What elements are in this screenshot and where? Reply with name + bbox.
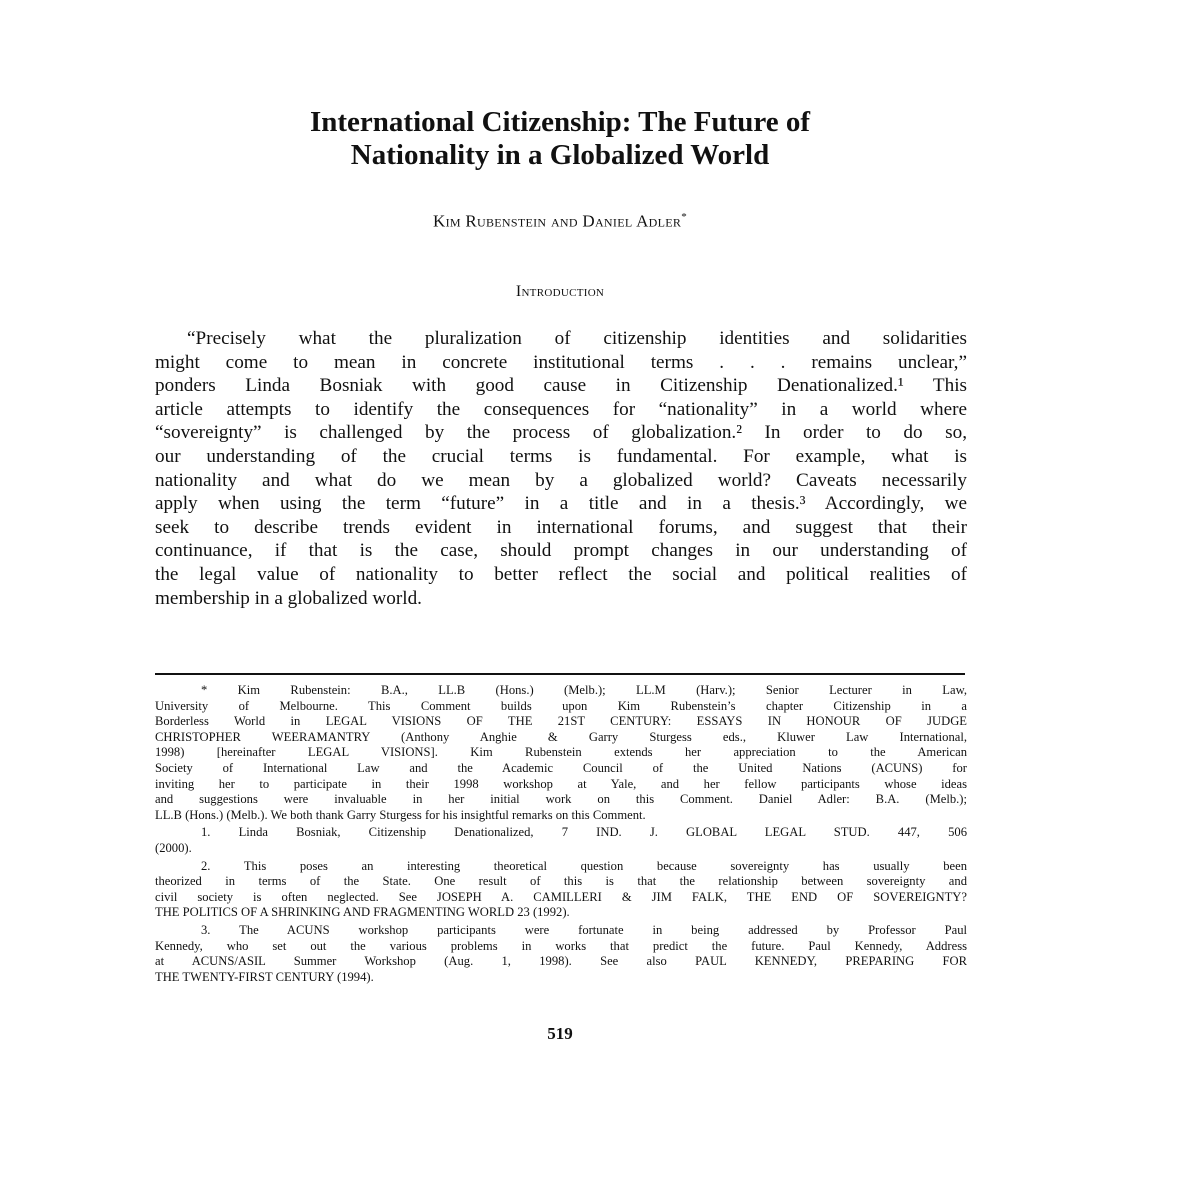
author-names: Kim Rubenstein and Daniel Adler: [433, 211, 682, 231]
paragraph-line: nationality and what do we mean by a globalized world? Caveats necessarily: [155, 469, 967, 491]
footnote-line: Society of International Law and the Academic Council of the United Nations (ACUNS) for: [155, 760, 967, 775]
footnote-line: and suggestions were invaluable in her initial work on this Comment. Daniel Adler: B.A. (Melb.);: [155, 792, 967, 807]
footnote-line: CHRISTOPHER WEERAMANTRY (Anthony Anghie & Garry Sturgess eds., Kluwer Law International,: [155, 729, 967, 744]
footnotes: [155, 683, 967, 987]
paragraph-line: apply when using the term “future” in a title and in a thesis.³ Accordingly, we: [155, 493, 967, 515]
paragraph-line: might come to mean in concrete institutional terms . . . remains unclear,”: [155, 351, 967, 373]
paragraph-line: ponders Linda Bosniak with good cause in Citizenship Denationalized.¹ This: [155, 375, 967, 397]
footnote-1: [155, 825, 967, 856]
footnote-line: 1998) [hereinafter LEGAL VISIONS]. Kim Rubenstein extends her appreciation to the American: [155, 745, 967, 760]
introduction-paragraph: [155, 327, 967, 610]
footnote-line: inviting her to participate in their 1998 workshop at Yale, and her fellow participants whose ideas: [155, 776, 967, 791]
section-heading: Introduction: [515, 283, 605, 300]
footnote-line: THE POLITICS OF A SHRINKING AND FRAGMENTING WORLD 23 (1992).: [155, 905, 570, 920]
paragraph-line: “sovereignty” is challenged by the process of globalization.² In order to do so,: [155, 422, 967, 444]
footnote-author: [155, 683, 967, 823]
author-byline: [150, 211, 970, 232]
footnote-line: THE TWENTY-FIRST CENTURY (1994).: [155, 969, 374, 984]
article-title: [150, 106, 970, 172]
footnote-line: LL.B (Hons.) (Melb.). We both thank Garry Sturgess for his insightful remarks on this Comment.: [155, 807, 646, 822]
footnote-line: 1. Linda Bosniak, Citizenship Denationalized, 7 IND. J. GLOBAL LEGAL STUD. 447, 506: [201, 825, 967, 840]
footnote-divider: [155, 673, 965, 675]
footnote-line: civil society is often neglected. See JOSEPH A. CAMILLERI & JIM FALK, THE END OF SOVEREIGNTY?: [155, 889, 967, 904]
footnote-line: Kennedy, who set out the various problems in works that predict the future. Paul Kennedy, Address: [155, 938, 967, 953]
paragraph-line: continuance, if that is the case, should prompt changes in our understanding of: [155, 540, 967, 562]
footnote-line: 2. This poses an interesting theoretical question because sovereignty has usually been: [201, 858, 967, 873]
paragraph-line: membership in a globalized world.: [155, 587, 422, 609]
author-footnote-marker: *: [681, 211, 687, 223]
article-title-line-1: International Citizenship: The Future of: [309, 106, 810, 138]
paragraph-line: seek to describe trends evident in international forums, and suggest that their: [155, 516, 967, 538]
paragraph-line: article attempts to identify the consequences for “nationality” in a world where: [155, 398, 967, 420]
footnote-2: [155, 859, 967, 921]
footnote-3: [155, 923, 967, 985]
footnote-line: 3. The ACUNS workshop participants were fortunate in being addressed by Professor Paul: [201, 922, 967, 937]
footnote-line: Borderless World in LEGAL VISIONS OF THE 21ST CENTURY: ESSAYS IN HONOUR OF JUDGE: [155, 714, 967, 729]
footnote-line: (2000).: [155, 840, 192, 855]
footnote-line: at ACUNS/ASIL Summer Workshop (Aug. 1, 1998). See also PAUL KENNEDY, PREPARING FOR: [155, 954, 967, 969]
footnote-line: University of Melbourne. This Comment builds upon Kim Rubenstein’s chapter Citizenship in a: [155, 698, 967, 713]
paragraph-line: “Precisely what the pluralization of citizenship identities and solidarities: [187, 328, 967, 349]
page-number: 519: [547, 1024, 573, 1043]
article-title-line-2: Nationality in a Globalized World: [350, 139, 770, 171]
paragraph-line: the legal value of nationality to better reflect the social and political realities of: [155, 563, 967, 585]
paragraph-line: our understanding of the crucial terms is fundamental. For example, what is: [155, 445, 967, 467]
footnote-line: * Kim Rubenstein: B.A., LL.B (Hons.) (Melb.); LL.M (Harv.); Senior Lecturer in Law,: [201, 683, 967, 697]
footnote-line: theorized in terms of the State. One result of this is that the relationship between sovereignty and: [155, 874, 967, 889]
